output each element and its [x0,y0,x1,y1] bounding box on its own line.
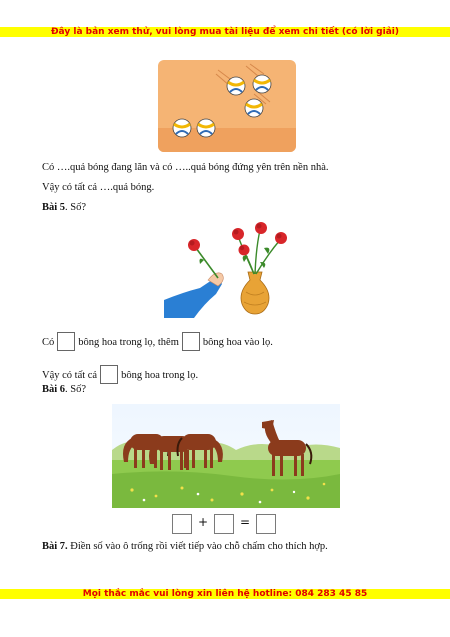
flowers-illustration [164,218,294,318]
bai5-line1-part1: Có [42,337,55,348]
bai7-prompt: Điền số vào ô trống rồi viết tiếp vào chỗ chấm cho thích hợp. [67,541,328,552]
rolling-ball-1 [227,77,245,95]
balls-svg [158,60,296,152]
answer-box-2[interactable] [182,332,200,351]
bai7-heading [42,541,328,552]
answer-box-3[interactable] [100,365,118,384]
horses-svg [112,404,340,508]
bai7-label: Bài 7. [42,541,68,552]
bai5-prompt: . Số? [65,202,87,213]
bai6-heading [42,384,86,395]
balls-illustration [158,60,296,152]
equation-box-3[interactable] [256,514,276,534]
bai5-label: Bài 5 [42,202,66,213]
equation-box-2[interactable] [214,514,234,534]
rolling-ball-3 [245,99,263,117]
held-rose [188,239,200,251]
sleeve [164,280,222,319]
hotline-banner [0,589,450,599]
plus-sign: + [198,515,209,529]
vase [241,272,269,314]
bai4-line1: Có ….quả bóng đang lăn và có …..quả bóng đứng yên trên nền nhà. [42,162,329,173]
rolling-ball-2 [253,75,271,93]
bai5-line1-part3: bông hoa vào lọ. [202,337,273,348]
still-ball-1 [173,119,191,137]
bai5-line2-part2: bông hoa trong lọ. [121,370,199,381]
bai5-line2-part1: Vậy có tất cả [42,370,98,381]
bai5-line2 [42,365,198,384]
bai5-heading [42,202,86,213]
preview-notice-banner [0,27,450,37]
still-ball-2 [197,119,215,137]
equation-box-1[interactable] [172,514,192,534]
bai5-line1-part2: bông hoa trong lọ, thêm [78,337,179,348]
bai6-label: Bài 6 [42,384,66,395]
flowers-svg [164,218,294,318]
bai6-prompt: . Số? [65,384,87,395]
answer-box-1[interactable] [57,332,75,351]
equals-sign: = [240,515,251,529]
hotline-text: Mọi thắc mắc vui lòng xin liên hệ hotline: 084 283 45 85 [82,589,368,599]
bai4-line2: Vậy có tất cả ….quả bóng. [42,182,155,193]
horses-illustration [112,404,340,508]
preview-notice-text: Đây là bản xem thử, vui lòng mua tài liệu để xem chi tiết (có lời giải) [51,27,399,37]
bai5-line1 [42,332,273,351]
